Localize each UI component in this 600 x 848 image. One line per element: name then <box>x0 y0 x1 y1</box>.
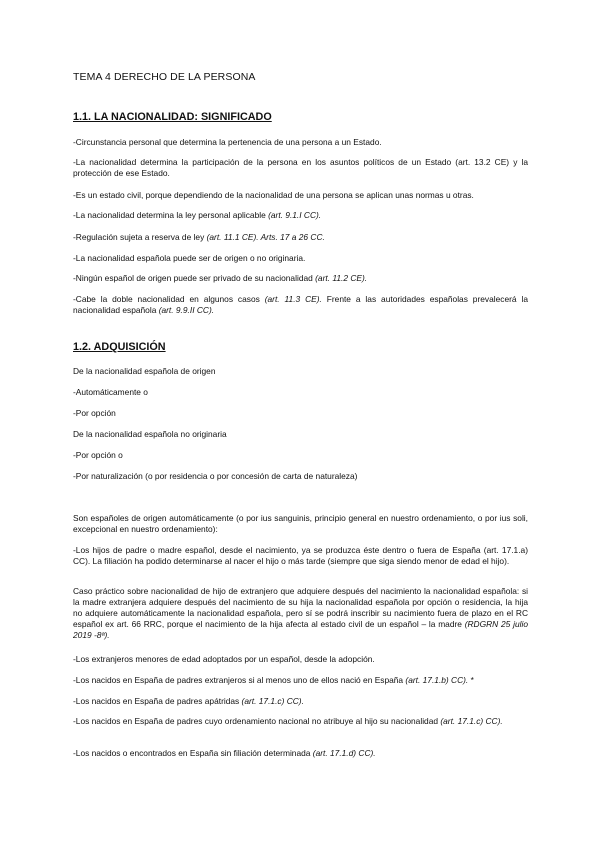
paragraph: -Es un estado civil, porque dependiendo de la nacionalidad de una persona se aplican unas normas u otras. <box>73 190 474 200</box>
document-title: TEMA 4 DERECHO DE LA PERSONA <box>73 71 256 83</box>
case-study <box>73 586 528 641</box>
paragraph-text: -Los nacidos en España de padres apátridas <box>73 696 242 706</box>
legal-reference: (art. 17.1.c) CC). <box>241 696 304 706</box>
section-heading-nacionalidad: 1.1. LA NACIONALIDAD: SIGNIFICADO <box>73 111 272 123</box>
legal-reference: (art. 9.9.II CC). <box>158 305 215 315</box>
list-item: -Por opción o <box>73 450 123 460</box>
legal-reference: (art. 11.3 CE). <box>264 294 322 304</box>
paragraph-text: -Cabe la doble nacionalidad en algunos casos <box>73 294 265 304</box>
legal-reference: (art. 17.1.b) CC). <box>405 675 469 685</box>
list-item: De la nacionalidad española de origen <box>73 366 216 376</box>
section-heading-adquisicion: 1.2. ADQUISICIÓN <box>73 341 166 353</box>
paragraph <box>73 675 528 686</box>
paragraph: -La nacionalidad determina la participación de la persona en los asuntos políticos de un Estado (art. 13.2 CE) y la protección de ese Estado. <box>73 157 528 178</box>
paragraph <box>73 210 528 221</box>
paragraph-text: -Los nacidos en España de padres extranjeros si al menos uno de ellos nació en España <box>73 675 406 685</box>
paragraph <box>73 696 528 707</box>
footnote-mark: * <box>470 675 474 685</box>
paragraph-text: Caso práctico sobre nacionalidad de hijo de extranjero que adquiere después del nacimiento la nacionalidad española: si la madre extranjera adquiere después del nacimiento de su hija la nacionalidad española por opción o residencia, la hija no adquiere automáticamente la nacionalidad española, pero sí se podrá inscribir su nacimiento fuera de plazo en el RC español ex art. 66 RRC, porque el nacimiento de la hija afecta al estado civil de un español – la madre <box>73 586 528 629</box>
list-item: -Por naturalización (o por residencia o por concesión de carta de naturaleza) <box>73 471 358 481</box>
paragraph-text: Frente a las autoridades españolas prevalecerá la nacionalidad española <box>73 294 528 315</box>
legal-reference: (art. 11.2 CE). <box>315 273 368 283</box>
legal-reference: (art. 17.1.d) CC). <box>312 748 376 758</box>
list-item: De la nacionalidad española no originaria <box>73 429 227 439</box>
paragraph <box>73 748 528 759</box>
paragraph: -La nacionalidad española puede ser de origen o no originaria. <box>73 253 306 263</box>
list-item: -Automáticamente o <box>73 387 148 397</box>
legal-reference: (RDGRN 25 julio 2019 -8ª). <box>73 619 528 640</box>
legal-reference: (art. 11.1 CE). Arts. 17 a 26 CC. <box>206 232 325 242</box>
paragraph-text: -Regulación sujeta a reserva de ley <box>73 232 207 242</box>
paragraph: -Circunstancia personal que determina la pertenencia de una persona a un Estado. <box>73 137 382 147</box>
paragraph <box>73 294 528 316</box>
paragraph <box>73 716 528 727</box>
paragraph-text: -La nacionalidad determina la ley personal aplicable <box>73 210 269 220</box>
paragraph-text: -Los nacidos en España de padres cuyo ordenamiento nacional no atribuye al hijo su nacionalidad <box>73 716 441 726</box>
paragraph-text: -Los nacidos o encontrados en España sin filiación determinada <box>73 748 313 758</box>
paragraph: -Los hijos de padre o madre español, desde el nacimiento, ya se produzca éste dentro o fuera de España (art. 17.1.a) CC). La filiación ha podido determinarse al nacer el hijo o más tarde (siempre que siga siendo menor de edad el hijo). <box>73 545 528 566</box>
paragraph: Son españoles de origen automáticamente (o por ius sanguinis, principio general en nuestro ordenamiento, o por ius soli, excepcional en nuestro ordenamiento): <box>73 513 528 534</box>
paragraph: -Los extranjeros menores de edad adoptados por un español, desde la adopción. <box>73 654 375 664</box>
legal-reference: (art. 9.1.I CC). <box>268 210 322 220</box>
paragraph <box>73 273 528 284</box>
paragraph-text: -Ningún español de origen puede ser privado de su nacionalidad <box>73 273 316 283</box>
paragraph <box>73 232 528 243</box>
list-item: -Por opción <box>73 408 116 418</box>
legal-reference: (art. 17.1.c) CC). <box>440 716 503 726</box>
